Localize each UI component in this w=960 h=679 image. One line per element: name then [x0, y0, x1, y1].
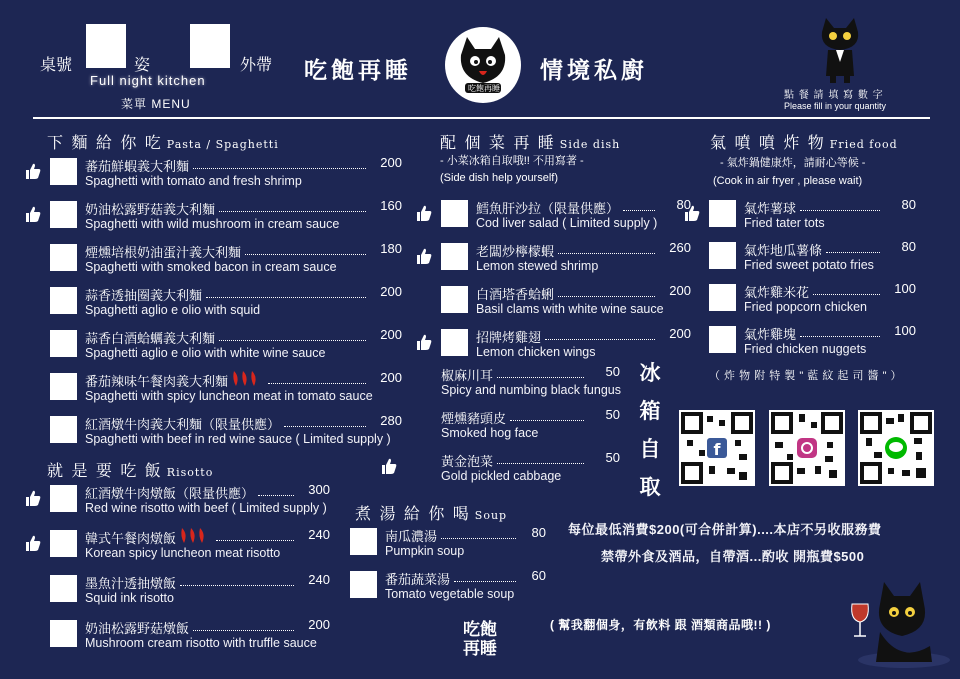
quantity-box[interactable] [709, 284, 736, 311]
menu-item [709, 239, 916, 276]
leader-dots [800, 198, 880, 211]
side-note-en: (Side dish help yourself) [440, 172, 559, 184]
item-name-zh: 黃金泡菜 [441, 454, 494, 469]
side-title-en: Side dish [559, 138, 621, 151]
leader-dots [545, 327, 655, 340]
menu-item [441, 283, 691, 320]
leader-dots [623, 198, 655, 211]
item-name-en: Fried sweet potato fries [744, 258, 874, 272]
leader-dots [258, 483, 294, 496]
menu-item [441, 197, 691, 234]
leader-dots [441, 526, 516, 539]
item-price: 80 [901, 197, 916, 212]
quantity-box[interactable] [709, 242, 736, 269]
item-name-zh: 白酒塔香蛤蜊 [476, 287, 555, 302]
menu-item [350, 568, 546, 605]
item-name-zh: 煙燻豬頭皮 [441, 411, 507, 426]
quantity-box[interactable] [709, 200, 736, 227]
svg-text:f: f [713, 440, 721, 459]
quantity-box[interactable] [50, 201, 77, 228]
flip-menu-hint: ( 幫我翻個身，有飲料 跟 酒類商品哦!! ) [550, 618, 771, 632]
thumbs-up-icon [415, 204, 433, 222]
item-price: 200 [308, 617, 330, 632]
menu-item [50, 413, 402, 450]
item-price: 80 [901, 239, 916, 254]
side-note-zh: - 小菜冰箱自取哦!! 不用寫著 - [440, 155, 584, 167]
fridge-label-char: 取 [639, 476, 661, 499]
item-name-en: Lemon chicken wings [476, 345, 596, 359]
quantity-box[interactable] [50, 373, 77, 400]
menu-item [50, 241, 402, 278]
item-price: 50 [605, 364, 620, 379]
item-price: 240 [308, 527, 330, 542]
leader-dots [193, 156, 366, 169]
thumbs-up-icon [380, 457, 398, 475]
item-name-zh: 氣炸雞米花 [744, 285, 810, 300]
leader-dots [284, 414, 366, 427]
item-name-zh: 蕃茄鮮蝦義大利麵 [85, 159, 190, 174]
fried-section-title [710, 130, 898, 153]
quantity-box[interactable] [50, 416, 77, 443]
item-price: 260 [669, 240, 691, 255]
item-price: 50 [605, 450, 620, 465]
item-price: 160 [380, 198, 402, 213]
quantity-box[interactable] [441, 243, 468, 270]
brand-name-left: 吃飽再睡 [304, 57, 412, 83]
menu-item [50, 198, 402, 235]
item-name-zh: 番茄蔬菜湯 [385, 572, 451, 587]
item-price: 80 [676, 197, 691, 212]
fridge-label-char: 箱 [639, 400, 661, 423]
menu-item [350, 525, 546, 562]
menu-item [50, 482, 330, 519]
leader-dots [245, 242, 366, 255]
fried-sauce-note: （ 炸 物 附 特 製 " 藍 紋 起 司 醬 " ） [709, 370, 903, 382]
leader-dots [558, 241, 655, 254]
item-name-zh: 鱈魚肝沙拉（限量供應） [476, 201, 620, 216]
menu-item [50, 370, 402, 407]
leader-dots [826, 240, 880, 253]
leader-dots [206, 285, 366, 298]
leader-dots [219, 199, 366, 212]
menu-item [709, 323, 916, 360]
item-name-en: Gold pickled cabbage [441, 469, 562, 483]
item-price: 200 [669, 283, 691, 298]
soup-title-en: Soup [474, 509, 508, 522]
table-number-label: 桌號 [40, 57, 73, 74]
menu-item [406, 450, 620, 487]
item-price: 200 [669, 326, 691, 341]
fridge-label-char: 冰 [639, 362, 661, 385]
leader-dots [800, 324, 880, 337]
quantity-box[interactable] [441, 200, 468, 227]
fried-title-en: Fried food [829, 138, 898, 151]
menu-item [709, 281, 916, 318]
thumbs-up-icon [24, 534, 42, 552]
leader-dots [510, 408, 584, 421]
thumbs-up-icon [24, 489, 42, 507]
item-name-en: Squid ink risotto [85, 591, 174, 605]
leader-dots [219, 328, 366, 341]
item-price: 180 [380, 241, 402, 256]
logo-text: 吃飽再睡 [468, 84, 500, 93]
item-price: 80 [531, 525, 546, 540]
header-divider [33, 117, 930, 119]
item-name-zh: 椒麻川耳 [441, 368, 494, 383]
risotto-title-zh: 就 是 要 吃 飯 [47, 463, 163, 480]
menu-item [50, 155, 402, 192]
item-name-zh: 氣炸薯球 [744, 201, 797, 216]
item-name-zh: 韓式午餐肉燉飯 [85, 531, 177, 546]
chili-pepper-icon [178, 526, 208, 547]
soup-title-zh: 煮 湯 給 你 喝 [355, 506, 471, 523]
item-price: 100 [894, 281, 916, 296]
qr-facebook[interactable] [679, 410, 755, 486]
item-name-en: Smoked hog face [441, 426, 539, 440]
item-name-en: Pumpkin soup [385, 544, 465, 558]
quantity-box[interactable] [50, 575, 77, 602]
item-name-zh: 南瓜濃湯 [385, 529, 438, 544]
menu-item [50, 527, 330, 564]
item-name-en: Spicy and numbing black fungus [441, 383, 621, 397]
dine-in-box[interactable] [190, 24, 230, 68]
item-name-zh: 蒜香透抽圈義大利麵 [85, 288, 203, 303]
item-name-en: Spaghetti with tomato and fresh shrimp [85, 174, 302, 188]
leader-dots [497, 451, 584, 464]
menu-item [50, 284, 402, 321]
soup-section-title [355, 501, 507, 524]
leader-dots [497, 365, 584, 378]
thumbs-up-icon [415, 247, 433, 265]
item-name-zh: 番茄辣味午餐肉義大利麵 [85, 374, 229, 389]
item-name-en: Fried popcorn chicken [744, 300, 867, 314]
instruction-en: Please fill in your quantity [784, 101, 887, 111]
menu-label: 菜單 MENU [121, 97, 191, 111]
item-name-en: Spaghetti with wild mushroom in cream sauce [85, 217, 340, 231]
item-price: 100 [894, 323, 916, 338]
item-name-en: Spaghetti with spicy luncheon meat in tomato sauce [85, 389, 373, 403]
leader-dots [813, 282, 880, 295]
item-price: 240 [308, 572, 330, 587]
risotto-title-en: Risotto [166, 466, 214, 479]
quantity-box[interactable] [50, 330, 77, 357]
takeout-label: 外帶 [240, 57, 273, 74]
item-name-zh: 氣炸地瓜薯條 [744, 243, 823, 258]
quantity-box[interactable] [50, 485, 77, 512]
leader-dots [180, 573, 294, 586]
item-name-zh: 奶油松露野菇燉飯 [85, 621, 190, 636]
item-name-en: Spaghetti aglio e olio with squid [85, 303, 261, 317]
pasta-title-en: Pasta / Spaghetti [166, 138, 279, 151]
outside-food-policy: 禁帶外食及酒品，自帶酒...酌收 開瓶費$500 [601, 549, 865, 564]
fried-note-en: (Cook in air fryer , please wait) [713, 175, 863, 187]
minimum-charge-policy: 每位最低消費$200(可合併計算)....本店不另收服務費 [568, 522, 882, 537]
quantity-box[interactable] [709, 326, 736, 353]
instruction-zh: 點 餐 請 填 寫 數 字 [784, 90, 884, 101]
item-name-en: Korean spicy luncheon meat risotto [85, 546, 281, 560]
quantity-box[interactable] [50, 287, 77, 314]
item-name-en: Mushroom cream risotto with truffle sauce [85, 636, 317, 650]
fridge-label-char: 自 [639, 438, 661, 461]
quantity-box[interactable] [50, 620, 77, 647]
kitchen-subtitle: Full night kitchen [90, 73, 206, 88]
leader-dots [558, 284, 655, 297]
cat-logo [445, 27, 521, 103]
fried-title-zh: 氣 噴 噴 炸 物 [710, 135, 826, 152]
thumbs-up-icon [683, 204, 701, 222]
item-name-zh: 煙燻培根奶油蛋汁義大利麵 [85, 245, 242, 260]
quantity-box[interactable] [50, 530, 77, 557]
pasta-section-title [47, 130, 279, 153]
quantity-box[interactable] [441, 286, 468, 313]
item-name-zh: 蒜香白酒蛤蠣義大利麵 [85, 331, 216, 346]
footer-logo: 吃飽再睡 [463, 620, 497, 658]
menu-item [406, 364, 621, 401]
item-name-en: Fried tater tots [744, 216, 825, 230]
item-name-en: Basil clams with white wine sauce [476, 302, 664, 316]
item-name-zh: 紅酒燉牛肉義大利麵（限量供應） [85, 417, 281, 432]
quantity-box[interactable] [350, 571, 377, 598]
instagram-icon [797, 438, 817, 458]
item-price: 200 [380, 155, 402, 170]
item-name-en: Fried chicken nuggets [744, 342, 867, 356]
item-name-zh: 奶油松露野菇義大利麵 [85, 202, 216, 217]
thumbs-up-icon [24, 205, 42, 223]
item-name-en: Spaghetti aglio e olio with white wine sauce [85, 346, 326, 360]
qr-instagram[interactable] [769, 410, 845, 486]
quantity-box[interactable] [50, 244, 77, 271]
item-name-zh: 紅酒燉牛肉燉飯（限量供應） [85, 486, 255, 501]
cat-wine-icon [840, 574, 950, 674]
brand-name-right: 情境私廚 [540, 57, 648, 83]
item-name-zh: 墨魚汁透抽燉飯 [85, 576, 177, 591]
table-number-box[interactable] [86, 24, 126, 68]
item-name-zh: 老闆炒檸檬蝦 [476, 244, 555, 259]
cat-waiter-icon [818, 18, 862, 84]
risotto-section-title [47, 458, 213, 481]
chili-pepper-icon [230, 369, 260, 390]
side-title-zh: 配 個 菜 再 睡 [440, 135, 556, 152]
item-name-en: Spaghetti with beef in red wine sauce ( Limited supply ) [85, 432, 391, 446]
dine-in-label: 姿 [134, 57, 151, 74]
item-name-en: Cod liver salad ( Limited supply ) [476, 216, 658, 230]
item-price: 200 [380, 284, 402, 299]
leader-dots [268, 371, 366, 384]
item-name-zh: 氣炸雞塊 [744, 327, 797, 342]
leader-dots [193, 618, 294, 631]
pasta-title-zh: 下 麵 給 你 吃 [47, 135, 163, 152]
item-name-en: Spaghetti with smoked bacon in cream sauce [85, 260, 337, 274]
thumbs-up-icon [415, 333, 433, 351]
quantity-box[interactable] [350, 528, 377, 555]
item-name-en: Red wine risotto with beef ( Limited supply ) [85, 501, 327, 515]
item-price: 300 [308, 482, 330, 497]
menu-item [441, 240, 691, 277]
item-price: 200 [380, 370, 402, 385]
item-price: 60 [531, 568, 546, 583]
leader-dots [454, 569, 516, 582]
menu-item [406, 407, 620, 444]
item-name-zh: 招牌烤雞翅 [476, 330, 542, 345]
menu-item [50, 327, 402, 364]
fried-note-zh: - 氣炸鍋健康炸，請耐心等候 - [720, 157, 866, 169]
item-name-en: Lemon stewed shrimp [476, 259, 599, 273]
item-price: 280 [380, 413, 402, 428]
qr-line[interactable] [858, 410, 934, 486]
quantity-box[interactable] [441, 329, 468, 356]
menu-item [50, 572, 330, 609]
item-name-en: Tomato vegetable soup [385, 587, 515, 601]
item-price: 50 [605, 407, 620, 422]
menu-item [709, 197, 916, 234]
item-price: 200 [380, 327, 402, 342]
menu-item [50, 617, 330, 654]
quantity-box[interactable] [50, 158, 77, 185]
leader-dots [216, 528, 294, 541]
thumbs-up-icon [24, 162, 42, 180]
side-section-title [440, 130, 620, 153]
